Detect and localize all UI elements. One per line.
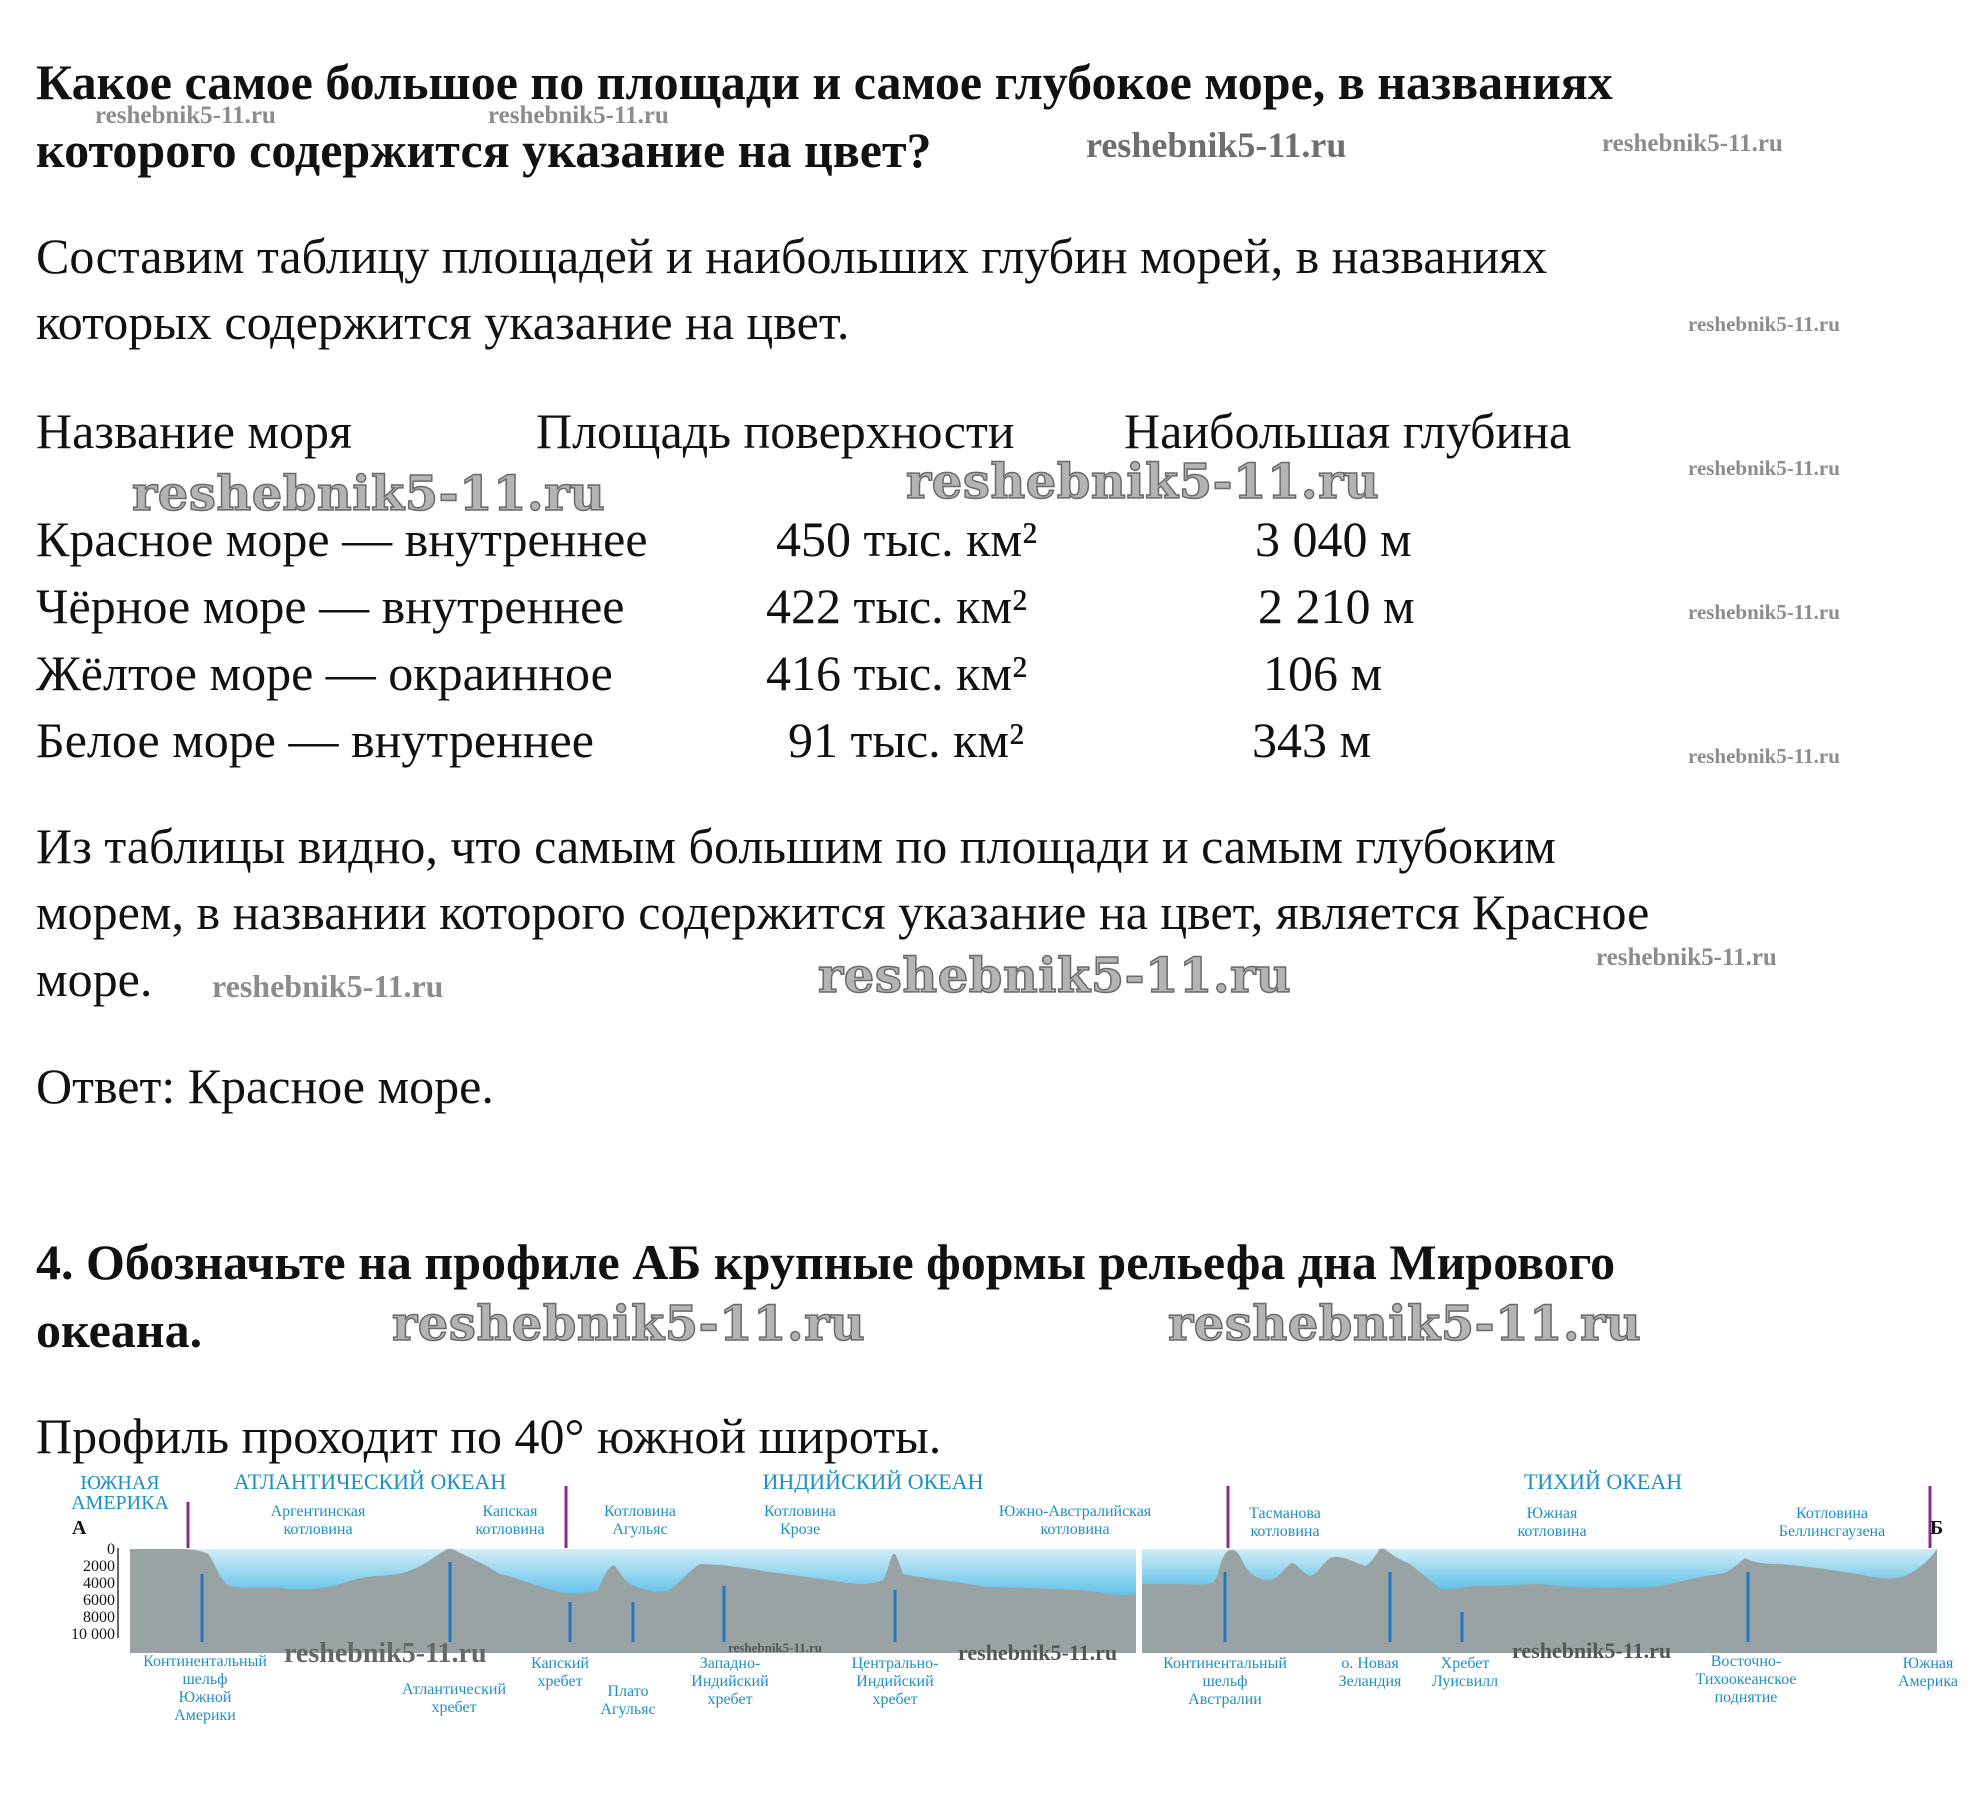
depth-tick-label: 4000	[83, 1575, 115, 1592]
basin-label: Котловина	[603, 1503, 677, 1520]
feature-label: Индийский	[691, 1673, 769, 1690]
feature-label: о. Новая	[1341, 1655, 1399, 1672]
depth-axis	[71, 1541, 118, 1643]
table-row-depth: 343 м	[1252, 712, 1372, 768]
table-row-area: 91 тыс. км²	[788, 712, 1025, 768]
profile-description: Профиль проходит по 40° южной широты.	[36, 1408, 942, 1464]
basin-label: Котловина	[763, 1503, 837, 1520]
table-row-depth: 2 210 м	[1258, 578, 1415, 634]
watermark-text: reshebnik5-11.ru	[1596, 944, 1777, 971]
watermark-text: reshebnik5-11.ru	[1688, 744, 1840, 768]
table-row-area: 416 тыс. км²	[766, 645, 1028, 701]
table-row-depth: 106 м	[1263, 645, 1383, 701]
basin-label: Капская	[482, 1503, 538, 1520]
question-1-title-line1: Какое самое большое по площади и самое глубокое море, в названиях	[36, 54, 1613, 110]
feature-label: Америка	[1898, 1673, 1958, 1690]
basin-label: Беллинсгаузена	[1778, 1523, 1886, 1540]
watermark-text: reshebnik5-11.ru	[728, 1640, 823, 1655]
table-row-name: Белое море — внутреннее	[36, 712, 594, 768]
feature-label: хребет	[431, 1699, 477, 1716]
depth-tick-label: 2000	[83, 1558, 115, 1575]
continent-label: ЮЖНАЯ	[80, 1472, 160, 1494]
depth-tick-label: 0	[107, 1541, 115, 1558]
watermark-text: reshebnik5-11.ru	[132, 466, 606, 522]
basin-label: котловина	[475, 1521, 545, 1538]
table-row-name: Чёрное море — внутреннее	[36, 578, 625, 634]
depth-tick-label: 6000	[83, 1592, 115, 1609]
watermark-text: reshebnik5-11.ru	[1602, 130, 1783, 157]
intro-line2: которых содержится указание на цвет.	[36, 294, 850, 350]
point-b-label: Б	[1930, 1517, 1944, 1539]
conclusion-line1: Из таблицы видно, что самым большим по площади и самым глубоким	[36, 818, 1556, 874]
watermark-text: reshebnik5-11.ru	[95, 102, 276, 129]
feature-label: Тихоокеанское	[1695, 1671, 1797, 1688]
feature-label: хребет	[872, 1691, 918, 1708]
depth-tick-label: 10 000	[71, 1626, 115, 1643]
point-a-label: А	[72, 1517, 87, 1539]
basin-label: котловина	[1517, 1523, 1587, 1540]
question-1-title-line2: которого содержится указание на цвет?	[36, 122, 932, 178]
basin-label: Тасманова	[1249, 1505, 1321, 1522]
basin-label: Южно-Австралийская	[998, 1503, 1152, 1520]
feature-label: Плато	[607, 1683, 649, 1700]
feature-label: Южной	[178, 1689, 232, 1706]
watermark-text: reshebnik5-11.ru	[392, 1296, 866, 1352]
watermark-text: reshebnik5-11.ru	[958, 1640, 1118, 1665]
continent-label: АМЕРИКА	[71, 1492, 169, 1514]
watermark-text: reshebnik5-11.ru	[1086, 125, 1347, 165]
table-header-name: Название моря	[36, 403, 353, 459]
conclusion-line3: море.	[36, 951, 153, 1007]
table-row-depth: 3 040 м	[1255, 511, 1412, 567]
answer-text: Ответ: Красное море.	[36, 1058, 494, 1114]
depth-tick-label: 8000	[83, 1609, 115, 1626]
basin-label: котловина	[1250, 1523, 1320, 1540]
feature-label: Хребет	[1440, 1655, 1490, 1672]
table-row-area: 422 тыс. км²	[766, 578, 1028, 634]
ocean-floor-profile	[0, 1462, 1973, 1732]
basin-label: котловина	[283, 1521, 353, 1538]
feature-label: Атлантический	[401, 1681, 507, 1698]
basin-label: Котловина	[1795, 1505, 1869, 1522]
watermark-text: reshebnik5-11.ru	[818, 948, 1292, 1004]
table-row-name: Жёлтое море — окраинное	[36, 645, 613, 701]
watermark-text: reshebnik5-11.ru	[1688, 312, 1840, 336]
feature-label: поднятие	[1714, 1689, 1778, 1706]
basin-labels	[271, 1503, 1886, 1540]
ocean-label-indian: ИНДИЙСКИЙ ОКЕАН	[762, 1469, 984, 1494]
basin-label: Аргентинская	[270, 1503, 366, 1520]
watermark-text: reshebnik5-11.ru	[1688, 600, 1840, 624]
ocean-label-pacific: ТИХИЙ ОКЕАН	[1523, 1469, 1683, 1494]
feature-label: Континентальный	[143, 1653, 267, 1670]
feature-label: Луисвилл	[1431, 1673, 1499, 1690]
feature-label: хребет	[707, 1691, 753, 1708]
feature-label: Америки	[174, 1707, 236, 1724]
basin-label: Агульяс	[612, 1521, 668, 1538]
feature-label: Капский	[531, 1655, 589, 1672]
table-header-area: Площадь поверхности	[536, 403, 1015, 459]
feature-label: Австралии	[1188, 1691, 1262, 1708]
watermark-text: reshebnik5-11.ru	[488, 102, 669, 129]
intro-line1: Составим таблицу площадей и наибольших глубин морей, в названиях	[36, 228, 1548, 284]
conclusion-line2: морем, в названии которого содержится указание на цвет, является Красное	[36, 884, 1650, 940]
feature-label: Восточно-	[1710, 1653, 1782, 1670]
feature-label: Западно-	[699, 1655, 761, 1672]
table-row-name: Красное море — внутреннее	[36, 511, 648, 567]
watermark-text: reshebnik5-11.ru	[284, 1638, 487, 1669]
feature-label: Южная	[1902, 1655, 1954, 1672]
basin-label: котловина	[1040, 1521, 1110, 1538]
basin-label: Южная	[1526, 1505, 1578, 1522]
table-row-area: 450 тыс. км²	[776, 511, 1038, 567]
watermark-text: reshebnik5-11.ru	[906, 454, 1380, 510]
ocean-label-atlantic: АТЛАНТИЧЕСКИЙ ОКЕАН	[233, 1469, 507, 1494]
feature-label: Континентальный	[1163, 1655, 1287, 1672]
watermark-text: reshebnik5-11.ru	[1168, 1296, 1642, 1352]
feature-label: Агульяс	[600, 1701, 656, 1718]
basin-label: Крозе	[779, 1521, 821, 1538]
feature-label: шельф	[1202, 1673, 1248, 1690]
feature-label: Индийский	[856, 1673, 934, 1690]
question-4-title-line2: океана.	[36, 1302, 203, 1358]
feature-label: Зеландия	[1338, 1673, 1402, 1690]
question-4-title-line1: 4. Обозначьте на профиле АБ крупные формы рельефа дна Мирового	[36, 1234, 1616, 1290]
feature-label: шельф	[182, 1671, 228, 1688]
watermark-text: reshebnik5-11.ru	[1512, 1638, 1672, 1663]
feature-label: Центрально-	[851, 1655, 939, 1672]
table-header-depth: Наибольшая глубина	[1124, 403, 1572, 459]
watermark-text: reshebnik5-11.ru	[1688, 456, 1840, 480]
feature-label: хребет	[537, 1673, 583, 1690]
watermark-text: reshebnik5-11.ru	[212, 968, 444, 1004]
